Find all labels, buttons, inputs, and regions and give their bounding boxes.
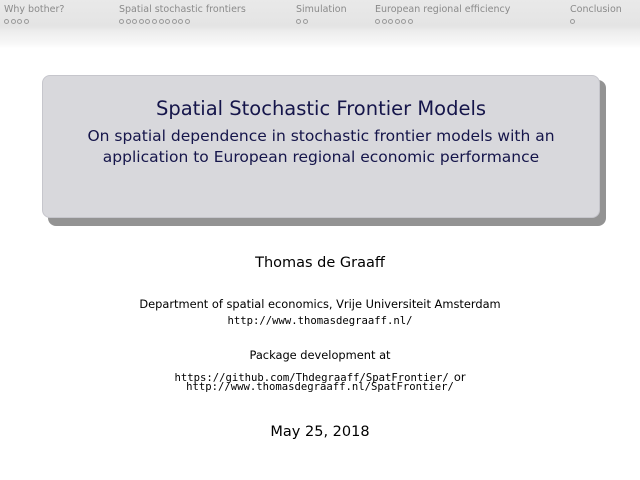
frame-dot-icon[interactable] [145,19,150,24]
frame-dot-icon[interactable] [126,19,131,24]
nav-frame-dots[interactable] [375,19,510,24]
nav-section-title[interactable]: Simulation [296,4,347,15]
frame-dot-icon[interactable] [375,19,380,24]
nav-section-conclusion[interactable] [570,4,622,24]
homepage-link[interactable]: http://www.thomasdegraaff.nl/ [227,315,413,327]
frame-dot-icon[interactable] [570,19,575,24]
nav-section-why-bother[interactable] [4,4,64,24]
frame-dot-icon[interactable] [185,19,190,24]
frame-dot-icon[interactable] [152,19,157,24]
nav-frame-dots[interactable] [296,19,347,24]
frame-dot-icon[interactable] [17,19,22,24]
nav-frame-dots[interactable] [570,19,622,24]
frame-dot-icon[interactable] [24,19,29,24]
nav-section-spatial-stochastic-frontiers[interactable] [119,4,246,24]
frame-dot-icon[interactable] [119,19,124,24]
frame-dot-icon[interactable] [388,19,393,24]
presentation-date: May 25, 2018 [270,424,370,440]
frame-dot-icon[interactable] [132,19,137,24]
or-text: or [453,370,466,384]
frame-dot-icon[interactable] [296,19,301,24]
nav-frame-dots[interactable] [119,19,246,24]
author-affiliation: Department of spatial economics, Vrije Universiteit Amsterdam [139,297,501,311]
frame-dot-icon[interactable] [178,19,183,24]
frame-dot-icon[interactable] [303,19,308,24]
frame-dot-icon[interactable] [172,19,177,24]
frame-dot-icon[interactable] [382,19,387,24]
nav-section-european-regional-efficiency[interactable] [375,4,510,24]
nav-section-title[interactable]: Spatial stochastic frontiers [119,4,246,15]
package-link[interactable]: http://www.thomasdegraaff.nl/SpatFrontier/ [186,381,454,393]
frame-dot-icon[interactable] [159,19,164,24]
github-link[interactable]: https://github.com/Thdegraaff/SpatFrontier/ [174,372,449,384]
presentation-subtitle: On spatial dependence in stochastic frontier models with an application to European regional economic performance [87,127,555,166]
frame-dot-icon[interactable] [395,19,400,24]
package-intro: Package development at [249,348,391,362]
nav-section-simulation[interactable] [296,4,347,24]
nav-section-title[interactable]: Conclusion [570,4,622,15]
frame-dot-icon[interactable] [11,19,16,24]
presentation-title: Spatial Stochastic Frontier Models [155,97,487,120]
frame-dot-icon[interactable] [139,19,144,24]
frame-dot-icon[interactable] [401,19,406,24]
frame-dot-icon[interactable] [165,19,170,24]
frame-dot-icon[interactable] [408,19,413,24]
nav-frame-dots[interactable] [4,19,64,24]
homepage-url-line [0,315,640,327]
author-name: Thomas de Graaff [255,255,385,271]
frame-dot-icon[interactable] [4,19,9,24]
nav-section-title[interactable]: European regional efficiency [375,4,511,15]
nav-section-title[interactable]: Why bother? [4,4,65,15]
navigation-bar [0,0,640,48]
title-box [42,75,600,218]
package-url-line [0,381,640,393]
